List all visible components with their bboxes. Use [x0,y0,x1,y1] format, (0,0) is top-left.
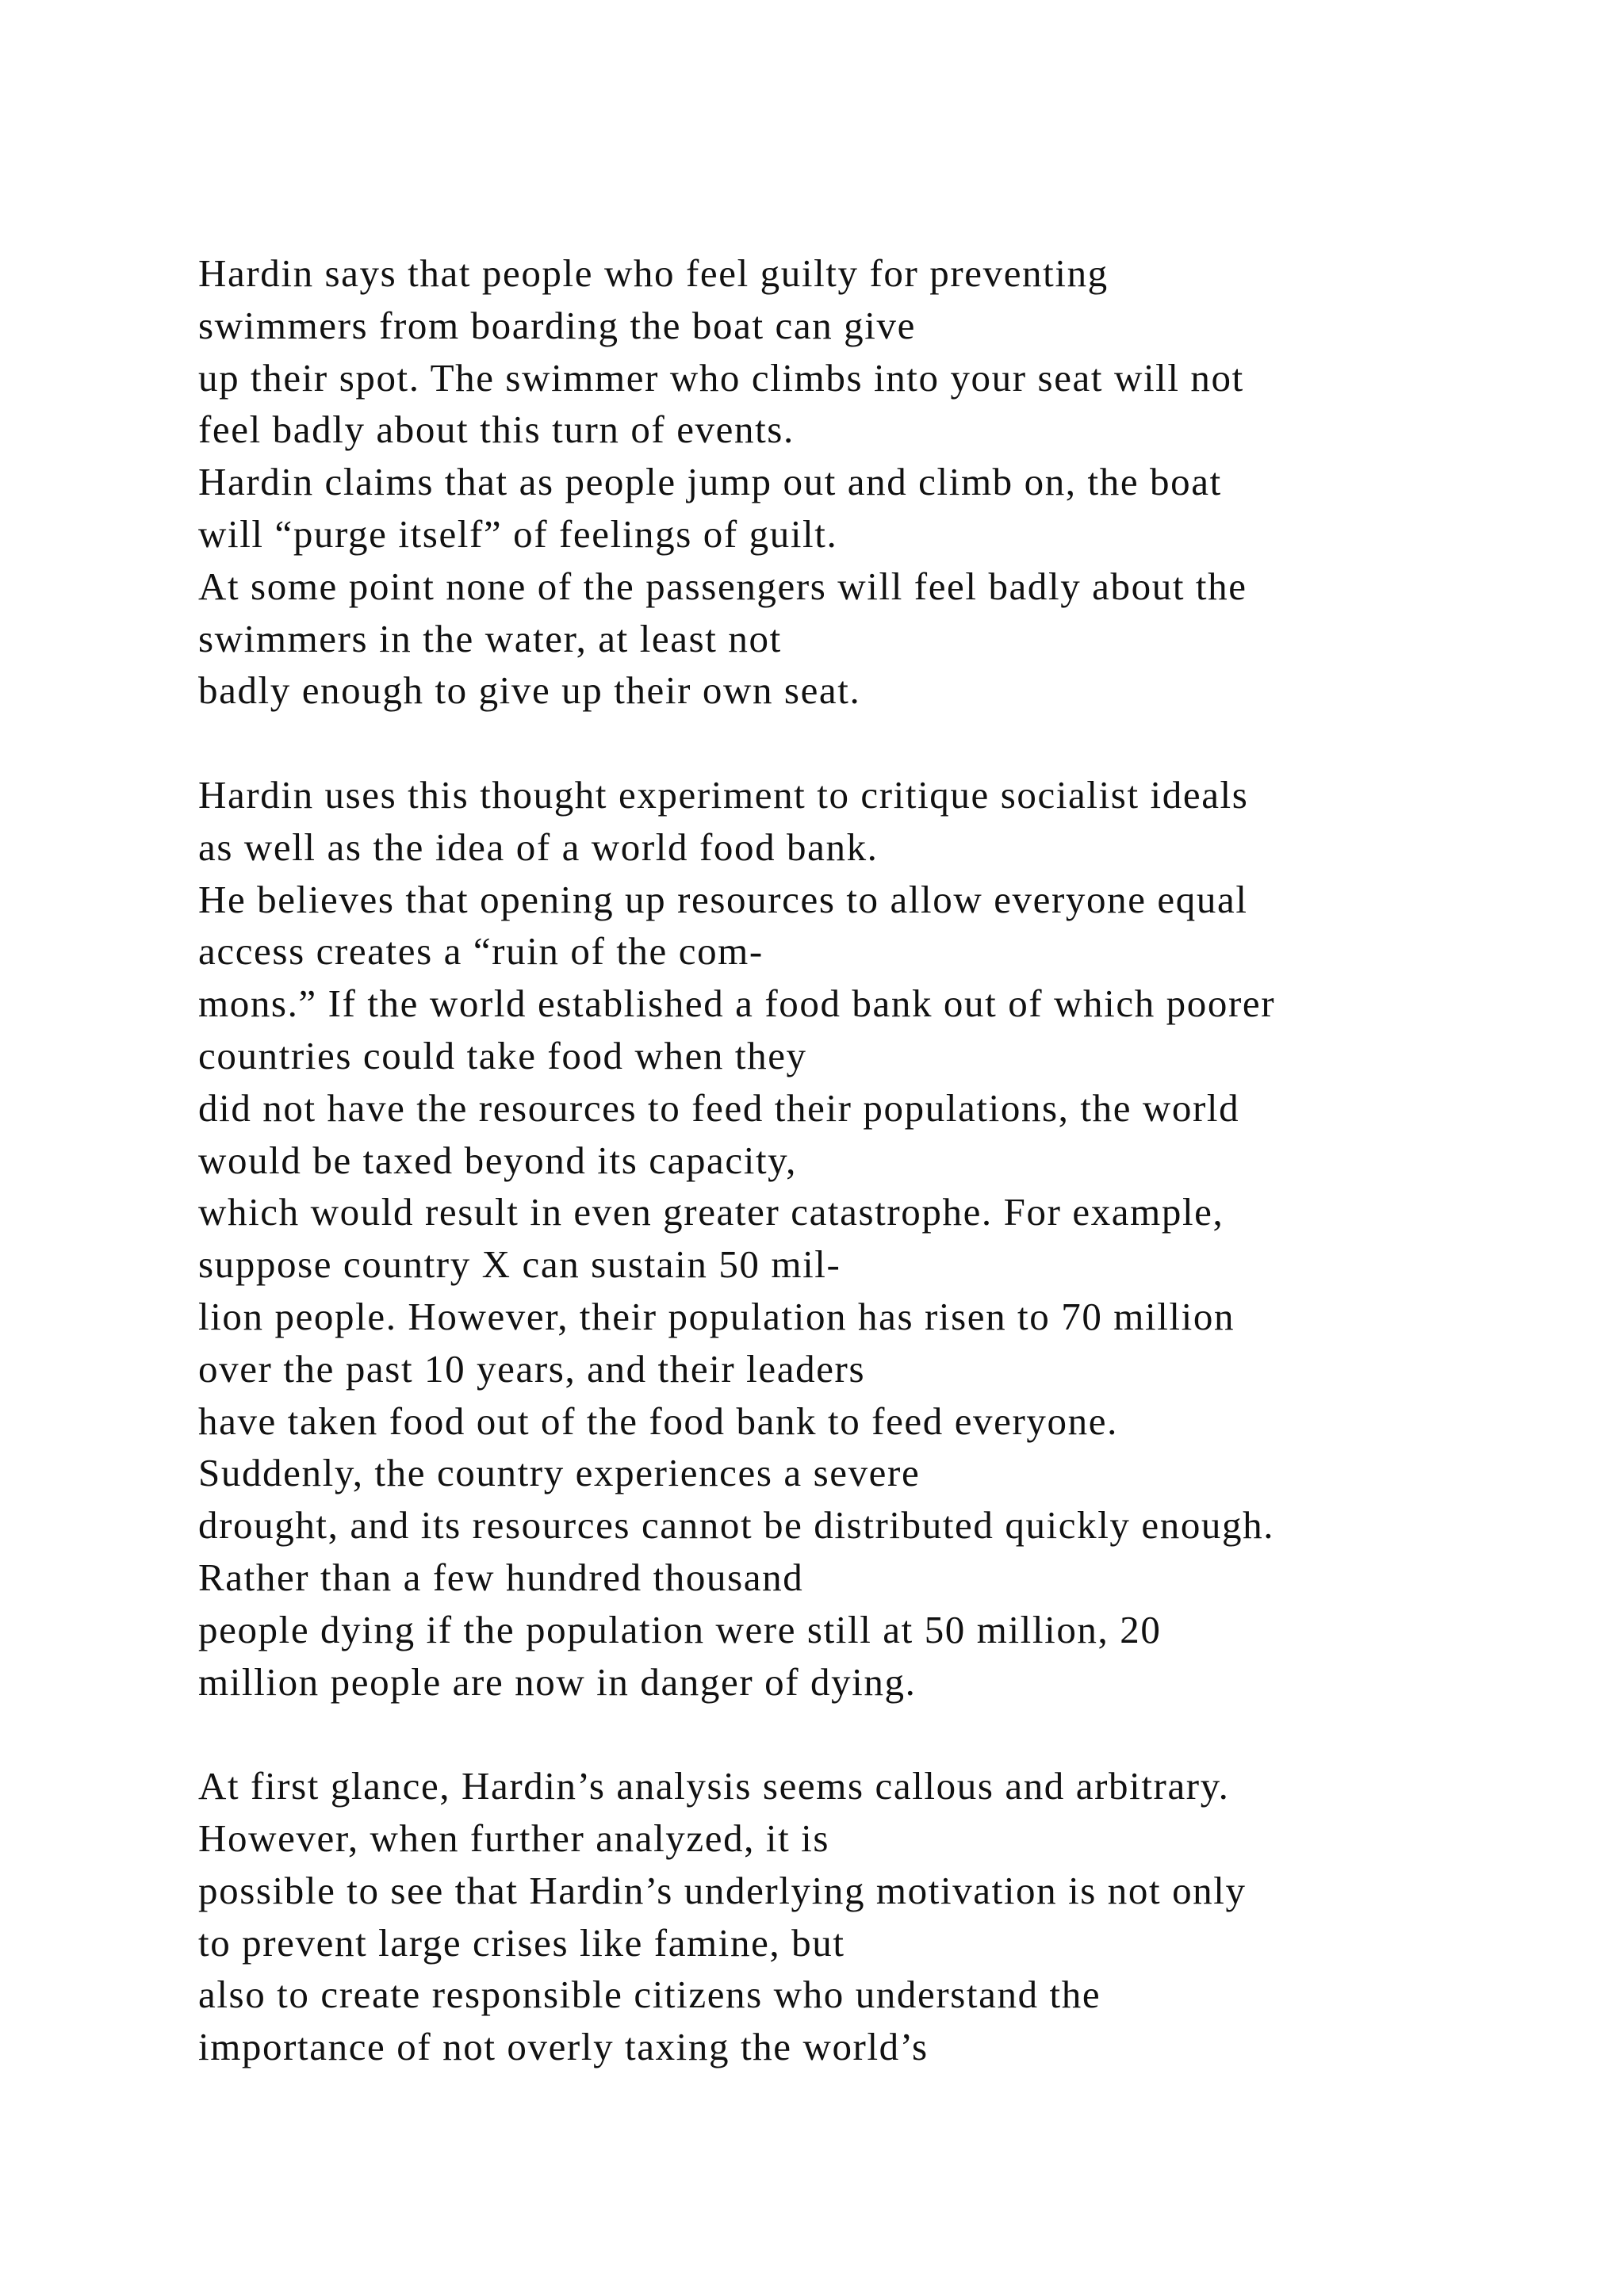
text-line: badly enough to give up their own seat. [198,668,861,713]
text-line: swimmers in the water, at least not [198,616,782,660]
text-line: possible to see that Hardin’s underlying motivation is not only [198,1868,1247,1912]
text-line: drought, and its resources cannot be distributed quickly enough. [198,1503,1275,1548]
text-line: At first glance, Hardin’s analysis seems callous and arbitrary. [198,1764,1230,1808]
text-line: Rather than a few hundred thousand [198,1555,804,1599]
text-line: would be taxed beyond its capacity, [198,1138,797,1182]
text-line: lion people. However, their population has risen to 70 million [198,1294,1235,1338]
text-line: over the past 10 years, and their leaders [198,1346,866,1391]
text-line: swimmers from boarding the boat can give [198,303,916,347]
text-line: up their spot. The swimmer who climbs into your seat will not [198,355,1244,400]
text-line: did not have the resources to feed their populations, the world [198,1085,1240,1130]
text-line: At some point none of the passengers will feel badly about the [198,564,1247,608]
text-line: people dying if the population were still at 50 million, 20 [198,1607,1162,1651]
text-line: Hardin uses this thought experiment to critique socialist ideals [198,772,1249,817]
document-page [198,247,1507,2073]
text-line: However, when further analyzed, it is [198,1816,830,1860]
text-line: access creates a “ruin of the com- [198,929,764,974]
text-line: importance of not overly taxing the world’s [198,2025,929,2069]
paragraph-2 [198,769,1507,1708]
paragraph-break [198,717,1507,769]
text-line: will “purge itself” of feelings of guilt. [198,511,838,556]
text-line: which would result in even greater catastrophe. For example, [198,1190,1224,1234]
paragraph-1 [198,247,1507,717]
text-line: countries could take food when they [198,1033,807,1077]
text-line: He believes that opening up resources to allow everyone equal [198,877,1248,921]
text-line: Suddenly, the country experiences a severe [198,1451,921,1495]
text-line: suppose country X can sustain 50 mil- [198,1242,841,1287]
text-line: have taken food out of the food bank to feed everyone. [198,1399,1118,1443]
text-line: Hardin says that people who feel guilty for preventing [198,251,1109,295]
text-line: mons.” If the world established a food bank out of which poorer [198,982,1276,1026]
paragraph-break [198,1708,1507,1760]
paragraph-3 [198,1760,1507,2073]
text-line: as well as the idea of a world food bank. [198,825,879,869]
text-line: to prevent large crises like famine, but [198,1920,845,1965]
text-line: Hardin claims that as people jump out and climb on, the boat [198,460,1222,504]
text-line: also to create responsible citizens who understand the [198,1973,1101,2017]
text-line: feel badly about this turn of events. [198,408,795,452]
text-line: million people are now in danger of dying. [198,1659,917,1704]
